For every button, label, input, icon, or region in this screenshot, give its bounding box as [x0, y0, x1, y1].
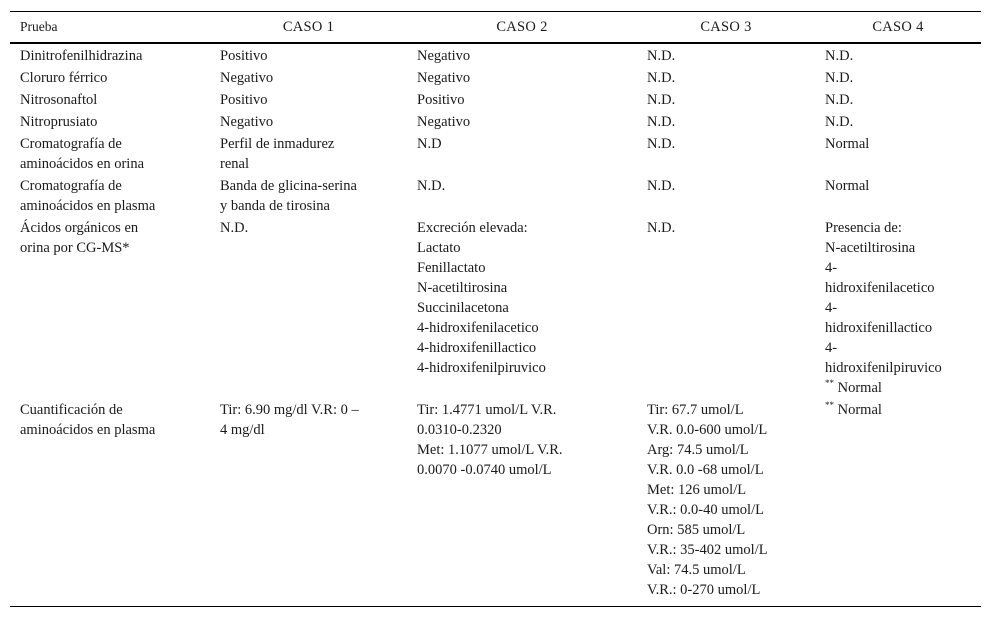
cell-line: 4 mg/dl	[220, 422, 265, 438]
cell-caso-3	[637, 66, 815, 88]
cell-line: Tir: 67.7 umol/L	[647, 402, 744, 418]
cell-line: Arg: 74.5 umol/L	[647, 442, 749, 458]
cell-caso-2	[407, 174, 637, 216]
table-row	[10, 43, 981, 66]
cell-line: Cuantificación de	[20, 402, 123, 418]
cell-line: V.R.: 0-270 umol/L	[647, 582, 761, 598]
cell-prueba	[10, 132, 210, 174]
cell-caso-4	[815, 398, 981, 607]
cell-line: N.D.	[825, 70, 854, 86]
cell-line: Dinitrofenilhidrazina	[20, 48, 143, 64]
cell-caso-3	[637, 216, 815, 398]
cell-line: Met: 126 umol/L	[647, 482, 747, 498]
cell-caso-4	[815, 216, 981, 398]
cell-line: Positivo	[417, 92, 465, 108]
cell-line: Val: 74.5 umol/L	[647, 562, 746, 578]
cell-line: Succinilacetona	[417, 300, 509, 316]
cell-line: Met: 1.1077 umol/L V.R.	[417, 442, 563, 458]
cell-line: Cloruro férrico	[20, 70, 108, 86]
table-row	[10, 88, 981, 110]
cell-line: V.R.: 35-402 umol/L	[647, 542, 768, 558]
cell-line: N.D.	[647, 92, 676, 108]
cell-line: N.D.	[647, 48, 676, 64]
cell-line: Lactato	[417, 240, 461, 256]
cell-caso-3	[637, 132, 815, 174]
cell-caso-1	[210, 174, 407, 216]
cell-caso-3	[637, 43, 815, 66]
cell-prueba	[10, 66, 210, 88]
column-header-prueba: Prueba	[20, 19, 58, 34]
cell-caso-1	[210, 132, 407, 174]
cell-line: N.D	[417, 136, 442, 152]
cell-line: Negativo	[417, 114, 471, 130]
cell-caso-4	[815, 110, 981, 132]
cell-line: Orn: 585 umol/L	[647, 522, 746, 538]
footnote-mark: **	[825, 400, 834, 410]
cell-line: Positivo	[220, 92, 268, 108]
cell-caso-4	[815, 88, 981, 110]
table-header-row	[10, 12, 981, 44]
cell-caso-1	[210, 88, 407, 110]
cell-line: Tir: 1.4771 umol/L V.R.	[417, 402, 557, 418]
table-row	[10, 66, 981, 88]
cell-line: Banda de glicina-serina	[220, 178, 357, 194]
cell-line: N.D.	[220, 220, 249, 236]
cell-line: Normal	[825, 136, 870, 152]
cell-caso-4	[815, 66, 981, 88]
cell-caso-3	[637, 174, 815, 216]
cell-line: Normal	[825, 178, 870, 194]
results-table	[10, 11, 981, 607]
cell-line: N.D.	[647, 136, 676, 152]
cell-caso-2	[407, 398, 637, 607]
cell-line: Cromatografía de	[20, 178, 122, 194]
cell-caso-2	[407, 43, 637, 66]
cell-caso-3	[637, 88, 815, 110]
cell-line: Nitrosonaftol	[20, 92, 98, 108]
cell-line: Cromatografía de	[20, 136, 122, 152]
cell-caso-4	[815, 43, 981, 66]
column-header-caso-2: CASO 2	[496, 19, 548, 35]
cell-line: 0.0070 -0.0740 umol/L	[417, 462, 552, 478]
cell-caso-2	[407, 66, 637, 88]
cell-line: hidroxifenillactico	[825, 320, 933, 336]
cell-caso-1	[210, 216, 407, 398]
cell-line: N.D.	[825, 48, 854, 64]
cell-caso-2	[407, 88, 637, 110]
cell-caso-3	[637, 398, 815, 607]
cell-caso-1	[210, 66, 407, 88]
cell-line: N.D.	[647, 70, 676, 86]
note-line	[825, 378, 971, 398]
cell-line: 4-	[825, 340, 838, 356]
cell-caso-3	[637, 110, 815, 132]
cell-line: Negativo	[417, 70, 471, 86]
cell-line: hidroxifenilacetico	[825, 280, 935, 296]
cell-caso-4	[815, 132, 981, 174]
table-row	[10, 398, 981, 607]
cell-line: 4-hidroxifenilpiruvico	[417, 360, 546, 376]
cell-line: hidroxifenilpiruvico	[825, 360, 942, 376]
cell-line: N.D.	[417, 178, 446, 194]
cell-caso-2	[407, 132, 637, 174]
table-row	[10, 174, 981, 216]
column-header-caso-4: CASO 4	[872, 19, 924, 35]
cell-line: Perfil de inmadurez	[220, 136, 335, 152]
note-line	[825, 400, 971, 420]
cell-line: 4-hidroxifenilacetico	[417, 320, 539, 336]
table-row	[10, 110, 981, 132]
cell-line: N.D.	[825, 114, 854, 130]
cell-line: V.R. 0.0-600 umol/L	[647, 422, 768, 438]
cell-line: V.R.: 0.0-40 umol/L	[647, 502, 764, 518]
cell-line: N-acetiltirosina	[825, 240, 916, 256]
cell-line: 4-hidroxifenillactico	[417, 340, 537, 356]
cell-line: renal	[220, 156, 249, 172]
cell-line: Negativo	[220, 70, 274, 86]
table-row	[10, 216, 981, 398]
cell-caso-2	[407, 110, 637, 132]
table-row	[10, 132, 981, 174]
results-table-container	[10, 11, 981, 607]
cell-line: N.D.	[825, 92, 854, 108]
cell-prueba	[10, 110, 210, 132]
cell-caso-1	[210, 398, 407, 607]
cell-line: N.D.	[647, 220, 676, 236]
cell-line: Positivo	[220, 48, 268, 64]
cell-line: N.D.	[647, 178, 676, 194]
cell-line: orina por CG-MS*	[20, 240, 130, 256]
footnote-mark: **	[825, 378, 834, 388]
cell-caso-4	[815, 174, 981, 216]
cell-line: 4-	[825, 260, 838, 276]
column-header-caso-3: CASO 3	[700, 19, 752, 35]
cell-line: aminoácidos en plasma	[20, 198, 156, 214]
cell-caso-1	[210, 110, 407, 132]
cell-line: Tir: 6.90 mg/dl V.R: 0 –	[220, 402, 359, 418]
cell-line: aminoácidos en plasma	[20, 422, 156, 438]
column-header-caso-1: CASO 1	[282, 19, 335, 35]
cell-prueba	[10, 398, 210, 607]
cell-caso-1	[210, 43, 407, 66]
table-body	[10, 43, 981, 607]
cell-line: Nitroprusiato	[20, 114, 98, 130]
cell-line: 4-	[825, 300, 838, 316]
cell-line: aminoácidos en orina	[20, 156, 145, 172]
cell-line: V.R. 0.0 -68 umol/L	[647, 462, 764, 478]
note-text: Normal	[834, 380, 882, 396]
cell-line: N-acetiltirosina	[417, 280, 508, 296]
note-text: Normal	[834, 402, 882, 418]
cell-line: Negativo	[220, 114, 274, 130]
cell-prueba	[10, 174, 210, 216]
cell-line: N.D.	[647, 114, 676, 130]
cell-caso-2	[407, 216, 637, 398]
cell-line: Presencia de:	[825, 220, 902, 236]
cell-line: Negativo	[417, 48, 471, 64]
cell-prueba	[10, 216, 210, 398]
cell-line: y banda de tirosina	[220, 198, 330, 214]
cell-prueba	[10, 88, 210, 110]
cell-prueba	[10, 43, 210, 66]
cell-line: Excreción elevada:	[417, 220, 528, 236]
cell-line: Ácidos orgánicos en	[20, 220, 139, 236]
cell-line: Fenillactato	[417, 260, 486, 276]
cell-line: 0.0310-0.2320	[417, 422, 502, 438]
